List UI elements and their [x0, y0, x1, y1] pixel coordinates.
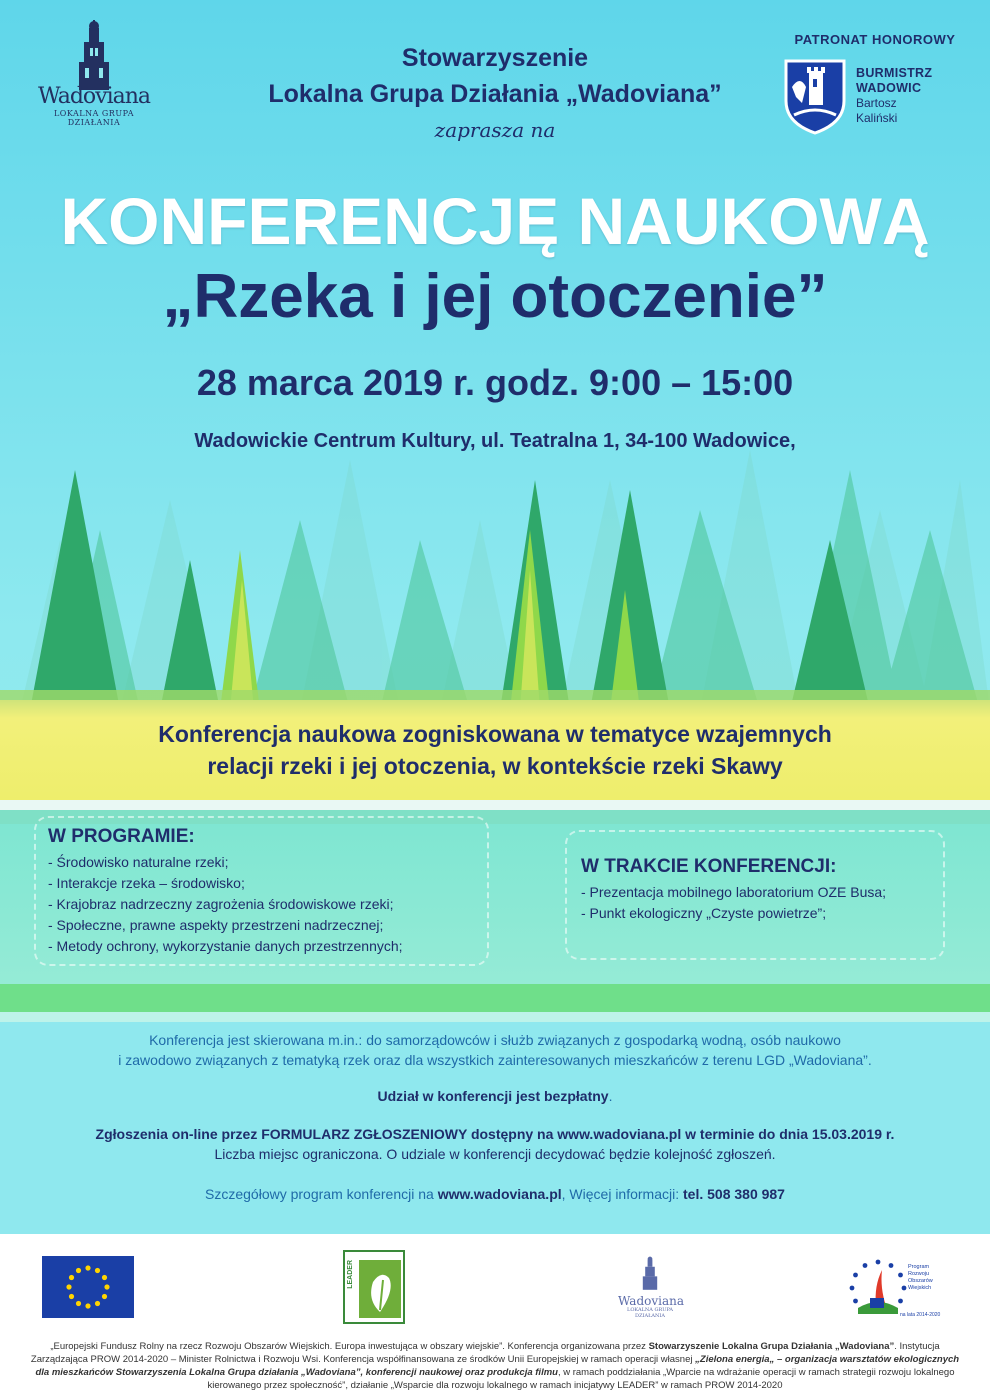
program-box	[34, 816, 489, 966]
program-item: - Społeczne, prawne aspekty przestrzeni nadrzecznej;	[48, 917, 384, 933]
leader-leaf-icon	[359, 1260, 401, 1318]
organizer-line1: Stowarzyszenie	[401, 44, 589, 72]
during-item: - Prezentacja mobilnego laboratorium OZE Busa;	[581, 884, 887, 900]
program-item: - Krajobraz nadrzeczny zagrożenia środowiskowe rzeki;	[48, 896, 394, 912]
wadoviana-small-sub: LOKALNA GRUPA DZIAŁANIA	[627, 1307, 673, 1319]
stripe-green	[0, 984, 990, 1012]
audience-info	[40, 1030, 950, 1070]
organizer-line2: Lokalna Grupa Działania „Wadoviana”	[268, 80, 722, 108]
legal-part1: „Europejski Fundusz Rolny na rzecz Rozwoju Obszarów Wiejskich. Europa inwestująca w obszary wiejskie”. Konferencja organizowana przez	[50, 1341, 649, 1352]
leader-logo	[343, 1250, 405, 1324]
church-tower-icon	[69, 20, 119, 90]
legal-notice	[30, 1340, 960, 1392]
lead-text	[0, 718, 990, 782]
prow-years: na lata 2014-2020	[900, 1312, 941, 1318]
patron-role1: BURMISTRZ	[856, 66, 933, 80]
details-url-link[interactable]: www.wadoviana.pl	[437, 1186, 562, 1202]
patron-role2: WADOWIC	[856, 81, 922, 95]
program-item: - Metody ochrony, wykorzystanie danych przestrzennych;	[48, 938, 403, 954]
during-list	[581, 882, 929, 924]
lead-line1: Konferencja naukowa zogniskowana w tematyce wzajemnych	[158, 721, 832, 747]
prow-text	[908, 1264, 933, 1292]
legal-part4: „Zielona energia„ – organizacja warsztatów ekologicznych dla mieszkańców Stowarzyszenia Lokalna Grupa działania „Wadoviana”, konferencji naukowej oraz produkcja filmu	[35, 1354, 960, 1378]
during-conference-box	[565, 830, 945, 960]
program-title: W PROGRAMIE:	[48, 826, 195, 847]
wadoviana-logo	[38, 20, 150, 150]
patron-last-name: Kaliński	[856, 111, 898, 125]
legal-part2: Stowarzyszenie Lokalna Grupa Działania „Wadoviana”	[648, 1341, 895, 1352]
lead-line2: relacji rzeki i jej otoczenia, w kontekście rzeki Skawy	[207, 753, 783, 779]
details-prefix: Szczegółowy program konferencji na	[205, 1186, 434, 1202]
prow-line3: Obszarów	[908, 1278, 933, 1284]
conference-datetime: 28 marca 2019 r. godz. 9:00 – 15:00	[196, 362, 794, 403]
conference-title: KONFERENCJĘ NAUKOWĄ	[60, 184, 930, 258]
logo-name: Wadoviana	[38, 84, 151, 109]
wadoviana-small-name: Wadoviana	[618, 1294, 685, 1308]
audience-line2: i zawodowo związanych z tematyką rzek oraz dla wszystkich zainteresowanych mieszkańców z terenu LGD „Wadoviana”.	[118, 1052, 872, 1068]
details-phone: tel. 508 380 987	[683, 1186, 785, 1202]
wadoviana-small-logo	[618, 1256, 685, 1319]
program-item: - Interakcje rzeka – środowisko;	[48, 875, 245, 891]
during-item: - Punkt ekologiczny „Czyste powietrze”;	[581, 905, 827, 921]
prow-line2: Rozwoju	[908, 1271, 930, 1277]
registration-line1: Zgłoszenia on-line przez FORMULARZ ZGŁOSZENIOWY dostępny na www.wadoviana.pl w terminie do dnia 15.03.2019 r.	[95, 1126, 895, 1142]
free-participation	[40, 1086, 950, 1106]
audience-line1: Konferencja jest skierowana m.in.: do samorządowców i służb związanych z gospodarką wodną, osób naukowo	[149, 1032, 841, 1048]
registration-line2: Liczba miejsc ograniczona. O udziale w konferencji decydować będzie kolejność zgłoszeń.	[214, 1146, 776, 1162]
conference-venue: Wadowickie Centrum Kultury, ul. Teatralna 1, 34-100 Wadowice,	[194, 430, 796, 452]
prow-emblem-icon	[846, 1256, 910, 1320]
prow-logo	[846, 1256, 956, 1326]
legal-part3: . Instytucja Zarządzająca PROW 2014-2020 – Minister Rolnictwa i Rozwoju Wsi. Konferencja współfinansowana ze środków Unii Europejskiej w ramach operacji własnej	[30, 1341, 940, 1365]
lead-band	[0, 700, 990, 800]
invite-text: zaprasza na	[434, 118, 556, 142]
registration-info	[40, 1124, 950, 1164]
during-title: W TRAKCIE KONFERENCJI:	[581, 856, 837, 877]
details-info	[40, 1184, 950, 1204]
legal-part5: , w ramach poddziałania „Wparcie na wdrażanie operacji w ramach strategii rozwoju lokalnego kierowanego przez społeczność”, działanie „Wsparcie dla rozwoju lokalnego w ramach inicjatywy LEADER” w ramach PROW 2014-2020	[207, 1367, 955, 1391]
organizer	[200, 40, 790, 112]
conference-subtitle: „Rzeka i jej otoczenie”	[162, 262, 828, 331]
forest-illustration	[0, 420, 990, 720]
eu-flag-icon	[42, 1256, 134, 1318]
wadowice-coat-of-arms-icon	[782, 57, 848, 135]
patron-first-name: Bartosz	[856, 96, 897, 110]
logo-subtitle: LOKALNA GRUPA DZIAŁANIA	[53, 109, 134, 127]
prow-line1: Program	[908, 1264, 930, 1270]
honorary-patronage	[770, 32, 980, 135]
stripe-white	[0, 800, 990, 810]
patron-title: PATRONAT HONOROWY	[794, 32, 956, 47]
stripe-light	[0, 1012, 990, 1022]
free-dot: .	[608, 1088, 613, 1104]
prow-line4: Wiejskich	[908, 1285, 932, 1291]
program-item: - Środowisko naturalne rzeki;	[48, 854, 229, 870]
free-text: Udział w konferencji jest bezpłatny	[377, 1088, 609, 1104]
program-list	[48, 852, 475, 957]
details-mid: , Więcej informacji:	[561, 1186, 680, 1202]
church-tower-small-icon	[638, 1256, 662, 1290]
leader-label: LEADER	[347, 1260, 354, 1289]
